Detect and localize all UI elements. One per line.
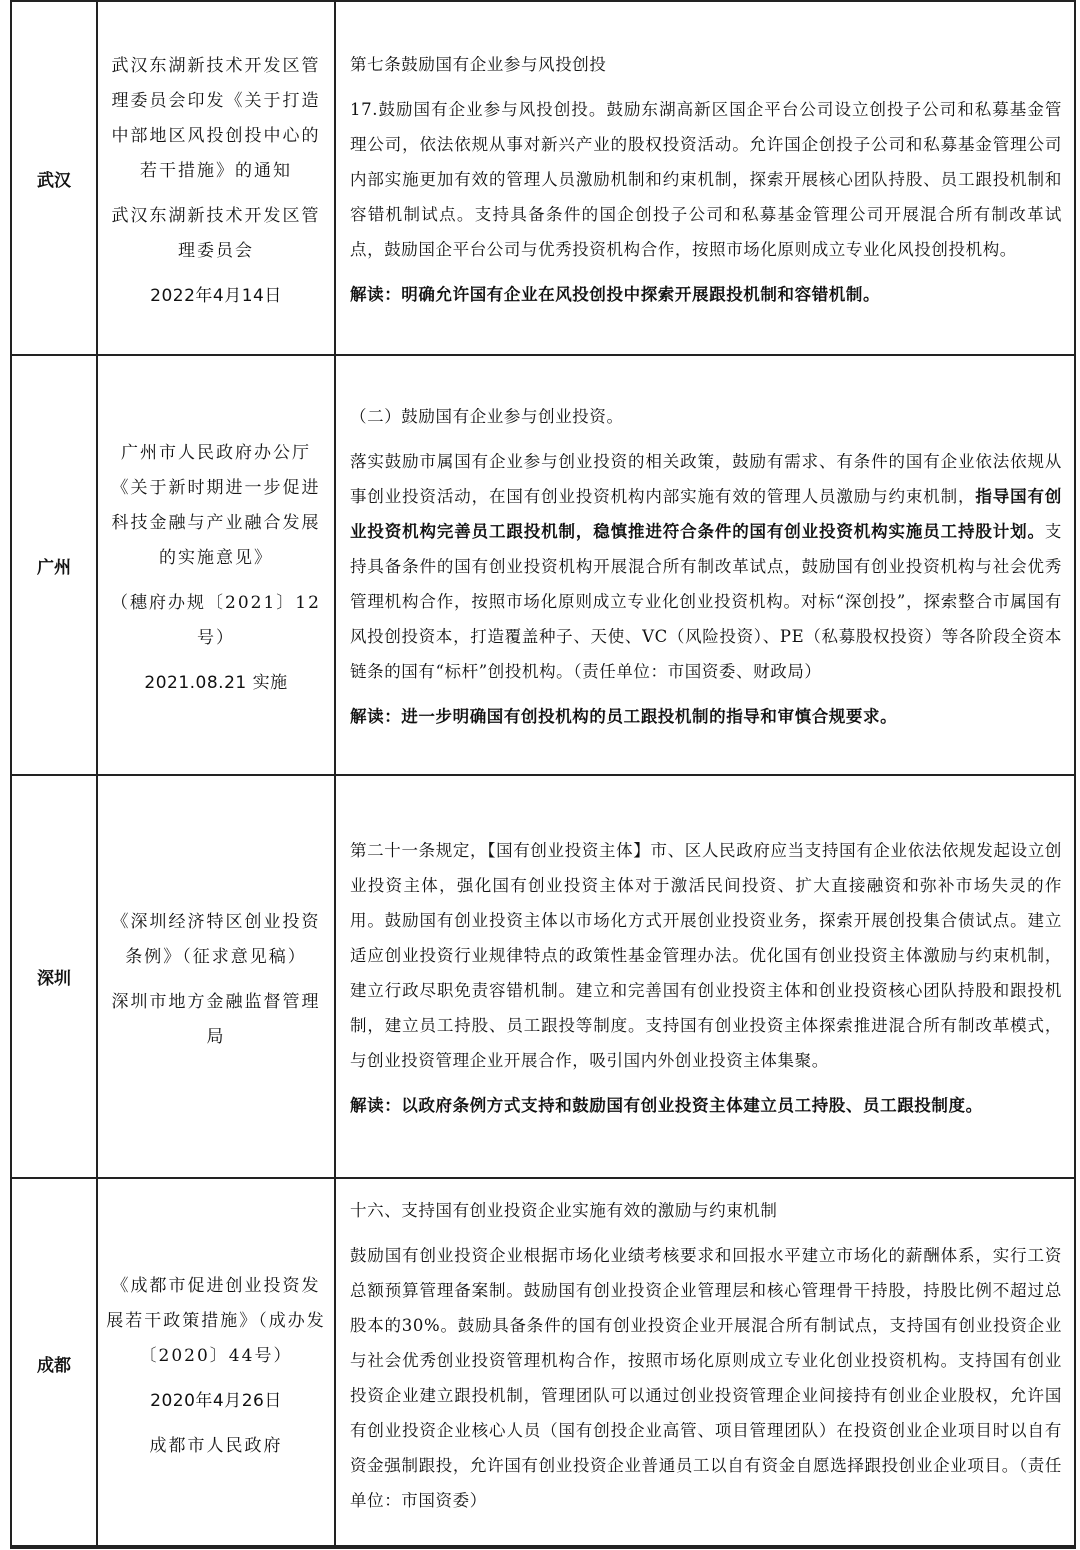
source-issuer: 成都市人民政府	[149, 1435, 283, 1456]
source-title: 《深圳经济特区创业投资条例》（征求意见稿）	[111, 911, 321, 967]
clause-body	[350, 444, 1062, 689]
content-cell	[335, 1178, 1075, 1548]
source-cell	[97, 1178, 335, 1548]
source-cell	[97, 775, 335, 1178]
source-title: 广州市人民政府办公厅《关于新时期进一步促进科技金融与产业融合发展的实施意见》	[111, 442, 321, 568]
interpretation: 解读：进一步明确国有创投机构的员工跟投机制的指导和审慎合规要求。	[350, 706, 898, 726]
source-issuer: 武汉东湖新技术开发区管理委员会	[111, 205, 321, 261]
clause-heading: 十六、支持国有创业投资企业实施有效的激励与约束机制	[350, 1201, 778, 1220]
content-cell	[335, 355, 1075, 775]
source-cell	[97, 1, 335, 355]
source-title: 《成都市促进创业投资发展若干政策措施》（成办发〔2020〕44号）	[106, 1275, 326, 1366]
source-date: 2020年4月26日	[150, 1390, 282, 1411]
table-row-chengdu	[11, 1178, 1075, 1548]
table-bottom-border	[10, 1545, 1076, 1548]
city-cell: 武汉	[11, 1, 97, 355]
city-cell: 成都	[11, 1178, 97, 1548]
clause-heading: 第七条鼓励国有企业参与风投创投	[350, 54, 607, 74]
content-cell	[335, 1, 1075, 355]
body-text: 落实鼓励市属国有企业参与创业投资的相关政策，鼓励有需求、有条件的国有企业依法依规从事创业投资活动，在国有创业投资机构内部实施有效的管理人员激励与约束机制，	[350, 451, 1062, 506]
body-bold-text: 指导国有创业投资机构完善员工跟投机制，稳慎推进符合条件的国有创业投资机构实施员工持股计划。	[350, 486, 1062, 541]
source-issuer: 深圳市地方金融监督管理局	[111, 991, 321, 1047]
city-cell: 深圳	[11, 775, 97, 1178]
table-row-wuhan	[11, 1, 1075, 355]
content-cell	[335, 775, 1075, 1178]
clause-body: 鼓励国有创业投资企业根据市场化业绩考核要求和回报水平建立市场化的薪酬体系，实行工资总额预算管理备案制。鼓励国有创业投资企业管理层和核心管理骨干持股，持股比例不超过总股本的30%。鼓励具备条件的国有创业投资企业开展混合所有制试点，支持国有创业投资企业与社会优秀创业投资管理机构合作，按照市场化原则成立专业化创业投资机构。支持国有创业投资企业建立跟投机制，管理团队可以通过创业投资管理企业间接持有创业企业股权，允许国有创业投资企业核心人员（国有创投企业高管、项目管理团队）在投资创业企业项目时以自有资金强制跟投，允许国有创业投资企业普通员工以自有资金自愿选择跟投创业企业项目。（责任单位：市国资委）	[350, 1246, 1062, 1510]
source-date: 2021.08.21 实施	[144, 672, 288, 693]
city-cell: 广州	[11, 355, 97, 775]
clause-heading: （二）鼓励国有企业参与创业投资。	[350, 406, 624, 426]
table-row-shenzhen	[11, 775, 1075, 1178]
source-cell	[97, 355, 335, 775]
clause-body: 17.鼓励国有企业参与风投创投。鼓励东湖高新区国企平台公司设立创投子公司和私募基金管理公司，依法依规从事对新兴产业的股权投资活动。允许国企创投子公司和私募基金管理公司内部实施更加有效的管理人员激励机制和约束机制，探索开展核心团队持股、员工跟投机制和容错机制试点。支持具备条件的国企创投子公司和私募基金管理公司开展混合所有制改革试点，鼓励国企平台公司与优秀投资机构合作，按照市场化原则成立专业化风投创投机构。	[350, 99, 1062, 259]
source-doc-number: （穗府办规〔2021〕12号）	[111, 592, 321, 648]
body-text: 支持具备条件的国有创业投资机构开展混合所有制改革试点，鼓励国有创业投资机构与社会优秀管理机构合作，按照市场化原则成立专业化创业投资机构。对标“深创投”，探索整合市属国有风投创投资本，打造覆盖种子、天使、VC（风险投资）、PE（私募股权投资）等各阶段全资本链条的国有“标杆”创投机构。（责任单位：市国资委、财政局）	[350, 521, 1062, 681]
policy-comparison-table	[10, 0, 1076, 1549]
source-title: 武汉东湖新技术开发区管理委员会印发《关于打造中部地区风投创投中心的若干措施》的通知	[111, 55, 321, 181]
interpretation: 解读：明确允许国有企业在风投创投中探索开展跟投机制和容错机制。	[350, 284, 881, 304]
table-row-guangzhou	[11, 355, 1075, 775]
clause-body: 第二十一条规定，【国有创业投资主体】市、区人民政府应当支持国有企业依法依规发起设立创业投资主体，强化国有创业投资主体对于激活民间投资、扩大直接融资和弥补市场失灵的作用。鼓励国有创业投资主体以市场化方式开展创业投资业务，探索开展创投集合债试点。建立适应创业投资行业规律特点的政策性基金管理办法。优化国有创业投资主体激励与约束机制，建立行政尽职免责容错机制。建立和完善国有创业投资主体和创业投资核心团队持股和跟投机制，建立员工持股、员工跟投等制度。支持国有创业投资主体探索推进混合所有制改革模式，与创业投资管理企业开展合作，吸引国内外创业投资主体集聚。	[350, 840, 1062, 1070]
source-date: 2022年4月14日	[150, 285, 282, 306]
interpretation: 解读：以政府条例方式支持和鼓励国有创业投资主体建立员工持股、员工跟投制度。	[350, 1095, 983, 1115]
